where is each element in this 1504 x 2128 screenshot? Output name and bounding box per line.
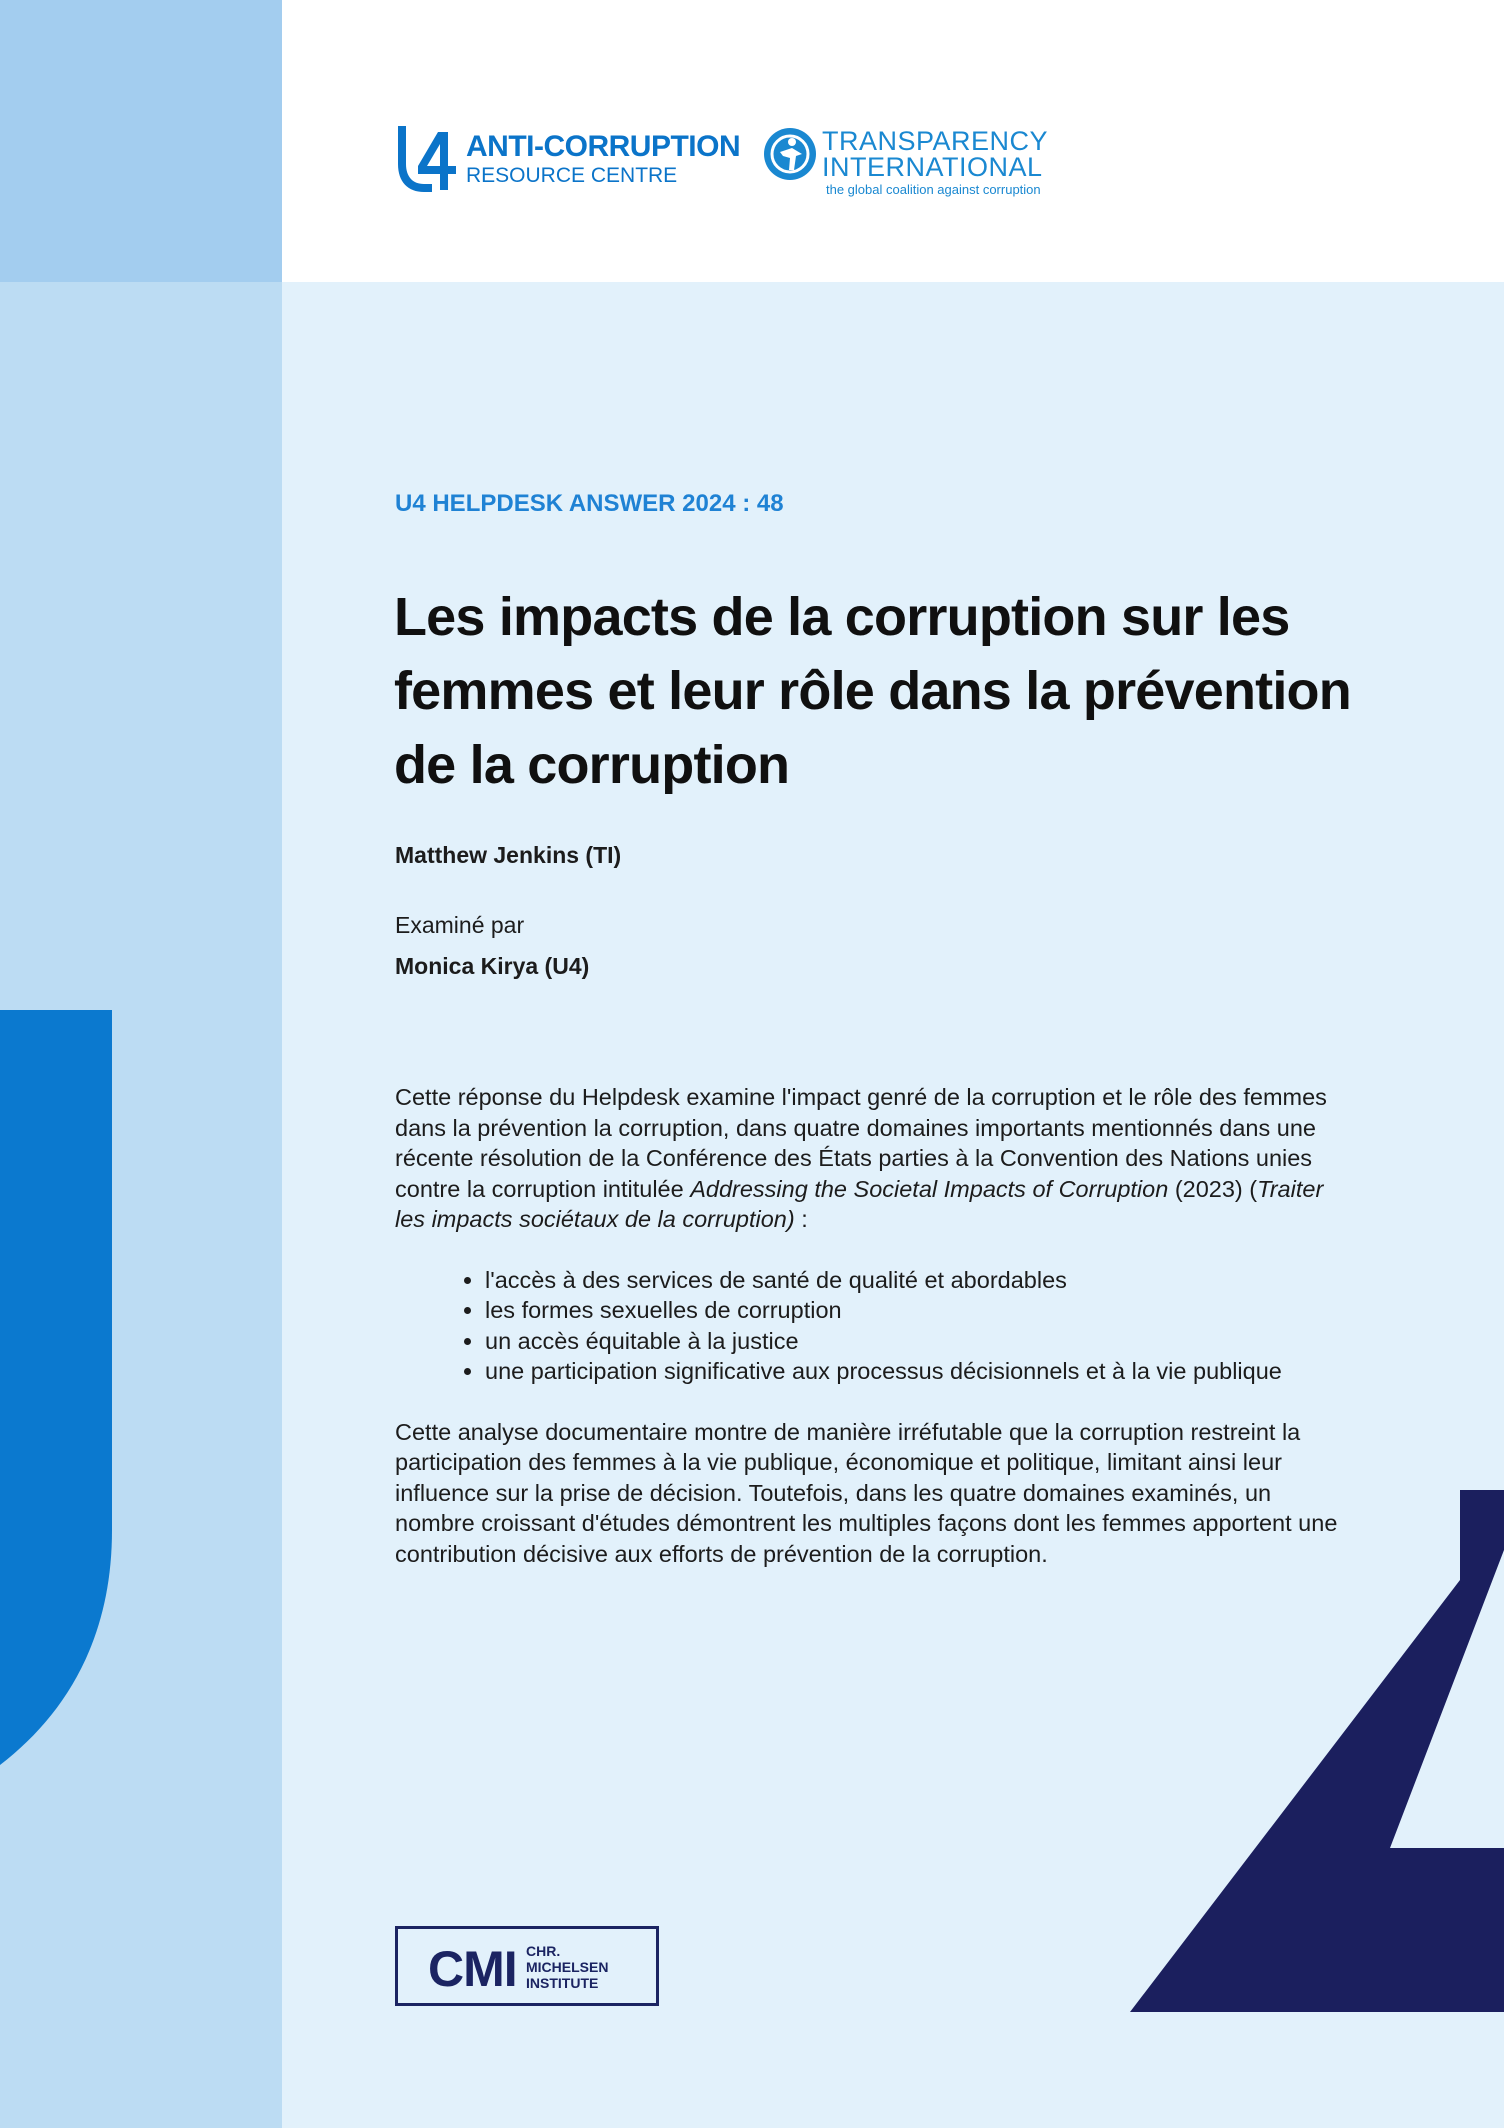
resolution-translation: Traiter les impacts sociétaux de la corruption): [395, 1175, 1324, 1232]
reviewed-by-label: Examiné par: [395, 912, 525, 938]
transparency-international-logo: [762, 126, 1062, 196]
ti-logo-line1: TRANSPARENCY: [822, 126, 1049, 156]
decorative-blue-shape: [0, 1010, 112, 1765]
ti-logo-tagline: the global coalition against corruption: [826, 182, 1041, 197]
cmi-logo-short: CMI: [428, 1941, 517, 1997]
cmi-logo-name: CHR. MICHELSEN INSTITUTE: [526, 1943, 609, 1991]
abstract-intro: Cette réponse du Helpdesk examine l'impact genré de la corruption et le rôle des femmes dans la prévention la corruption, dans quatre domaines importants mentionnés dans une récente résolution de la Conférence des États parties à la Convention des Nations unies contre la corruption intitulée Addressing the Societal Impacts of Corruption (2023) (Traiter les impacts sociétaux de la corruption) :: [395, 1084, 1327, 1232]
author: Matthew Jenkins (TI): [395, 842, 622, 868]
list-item: • les formes sexuelles de corruption: [485, 1295, 1355, 1326]
document-title: Les impacts de la corruption sur les femmes et leur rôle dans la prévention de la corruption: [394, 587, 1351, 795]
series-label: U4 HELPDESK ANSWER 2024 : 48: [395, 490, 784, 517]
u4-logo-mark: [394, 126, 460, 194]
globe-icon: [762, 126, 818, 182]
reviewer: Monica Kirya (U4): [395, 953, 590, 979]
list-item: • une participation significative aux processus décisionnels et à la vie publique: [485, 1356, 1355, 1387]
list-item: • un accès équitable à la justice: [485, 1326, 1355, 1357]
ti-logo-line2: INTERNATIONAL: [822, 152, 1043, 182]
u4-logo-line2: RESOURCE CENTRE: [466, 164, 678, 187]
focus-areas-list: [395, 1265, 1355, 1387]
abstract: [395, 1082, 1355, 1569]
abstract-conclusion: Cette analyse documentaire montre de manière irréfutable que la corruption restreint la participation des femmes à la vie publique, économique et politique, limitant ainsi leur influence sur la prise de décision. Toutefois, dans les quatre domaines examinés, un nombre croissant d'études démontrent les multiples façons dont les femmes apportent une contribution décisive aux efforts de prévention de la corruption.: [395, 1418, 1338, 1567]
resolution-title: Addressing the Societal Impacts of Corruption: [690, 1175, 1169, 1202]
list-item: • l'accès à des services de santé de qualité et abordables: [485, 1265, 1355, 1296]
u4-logo: [394, 126, 741, 194]
decorative-strip-top: [0, 0, 282, 282]
cmi-logo: [395, 1926, 659, 2006]
u4-logo-line1: ANTI-CORRUPTION: [466, 130, 741, 163]
